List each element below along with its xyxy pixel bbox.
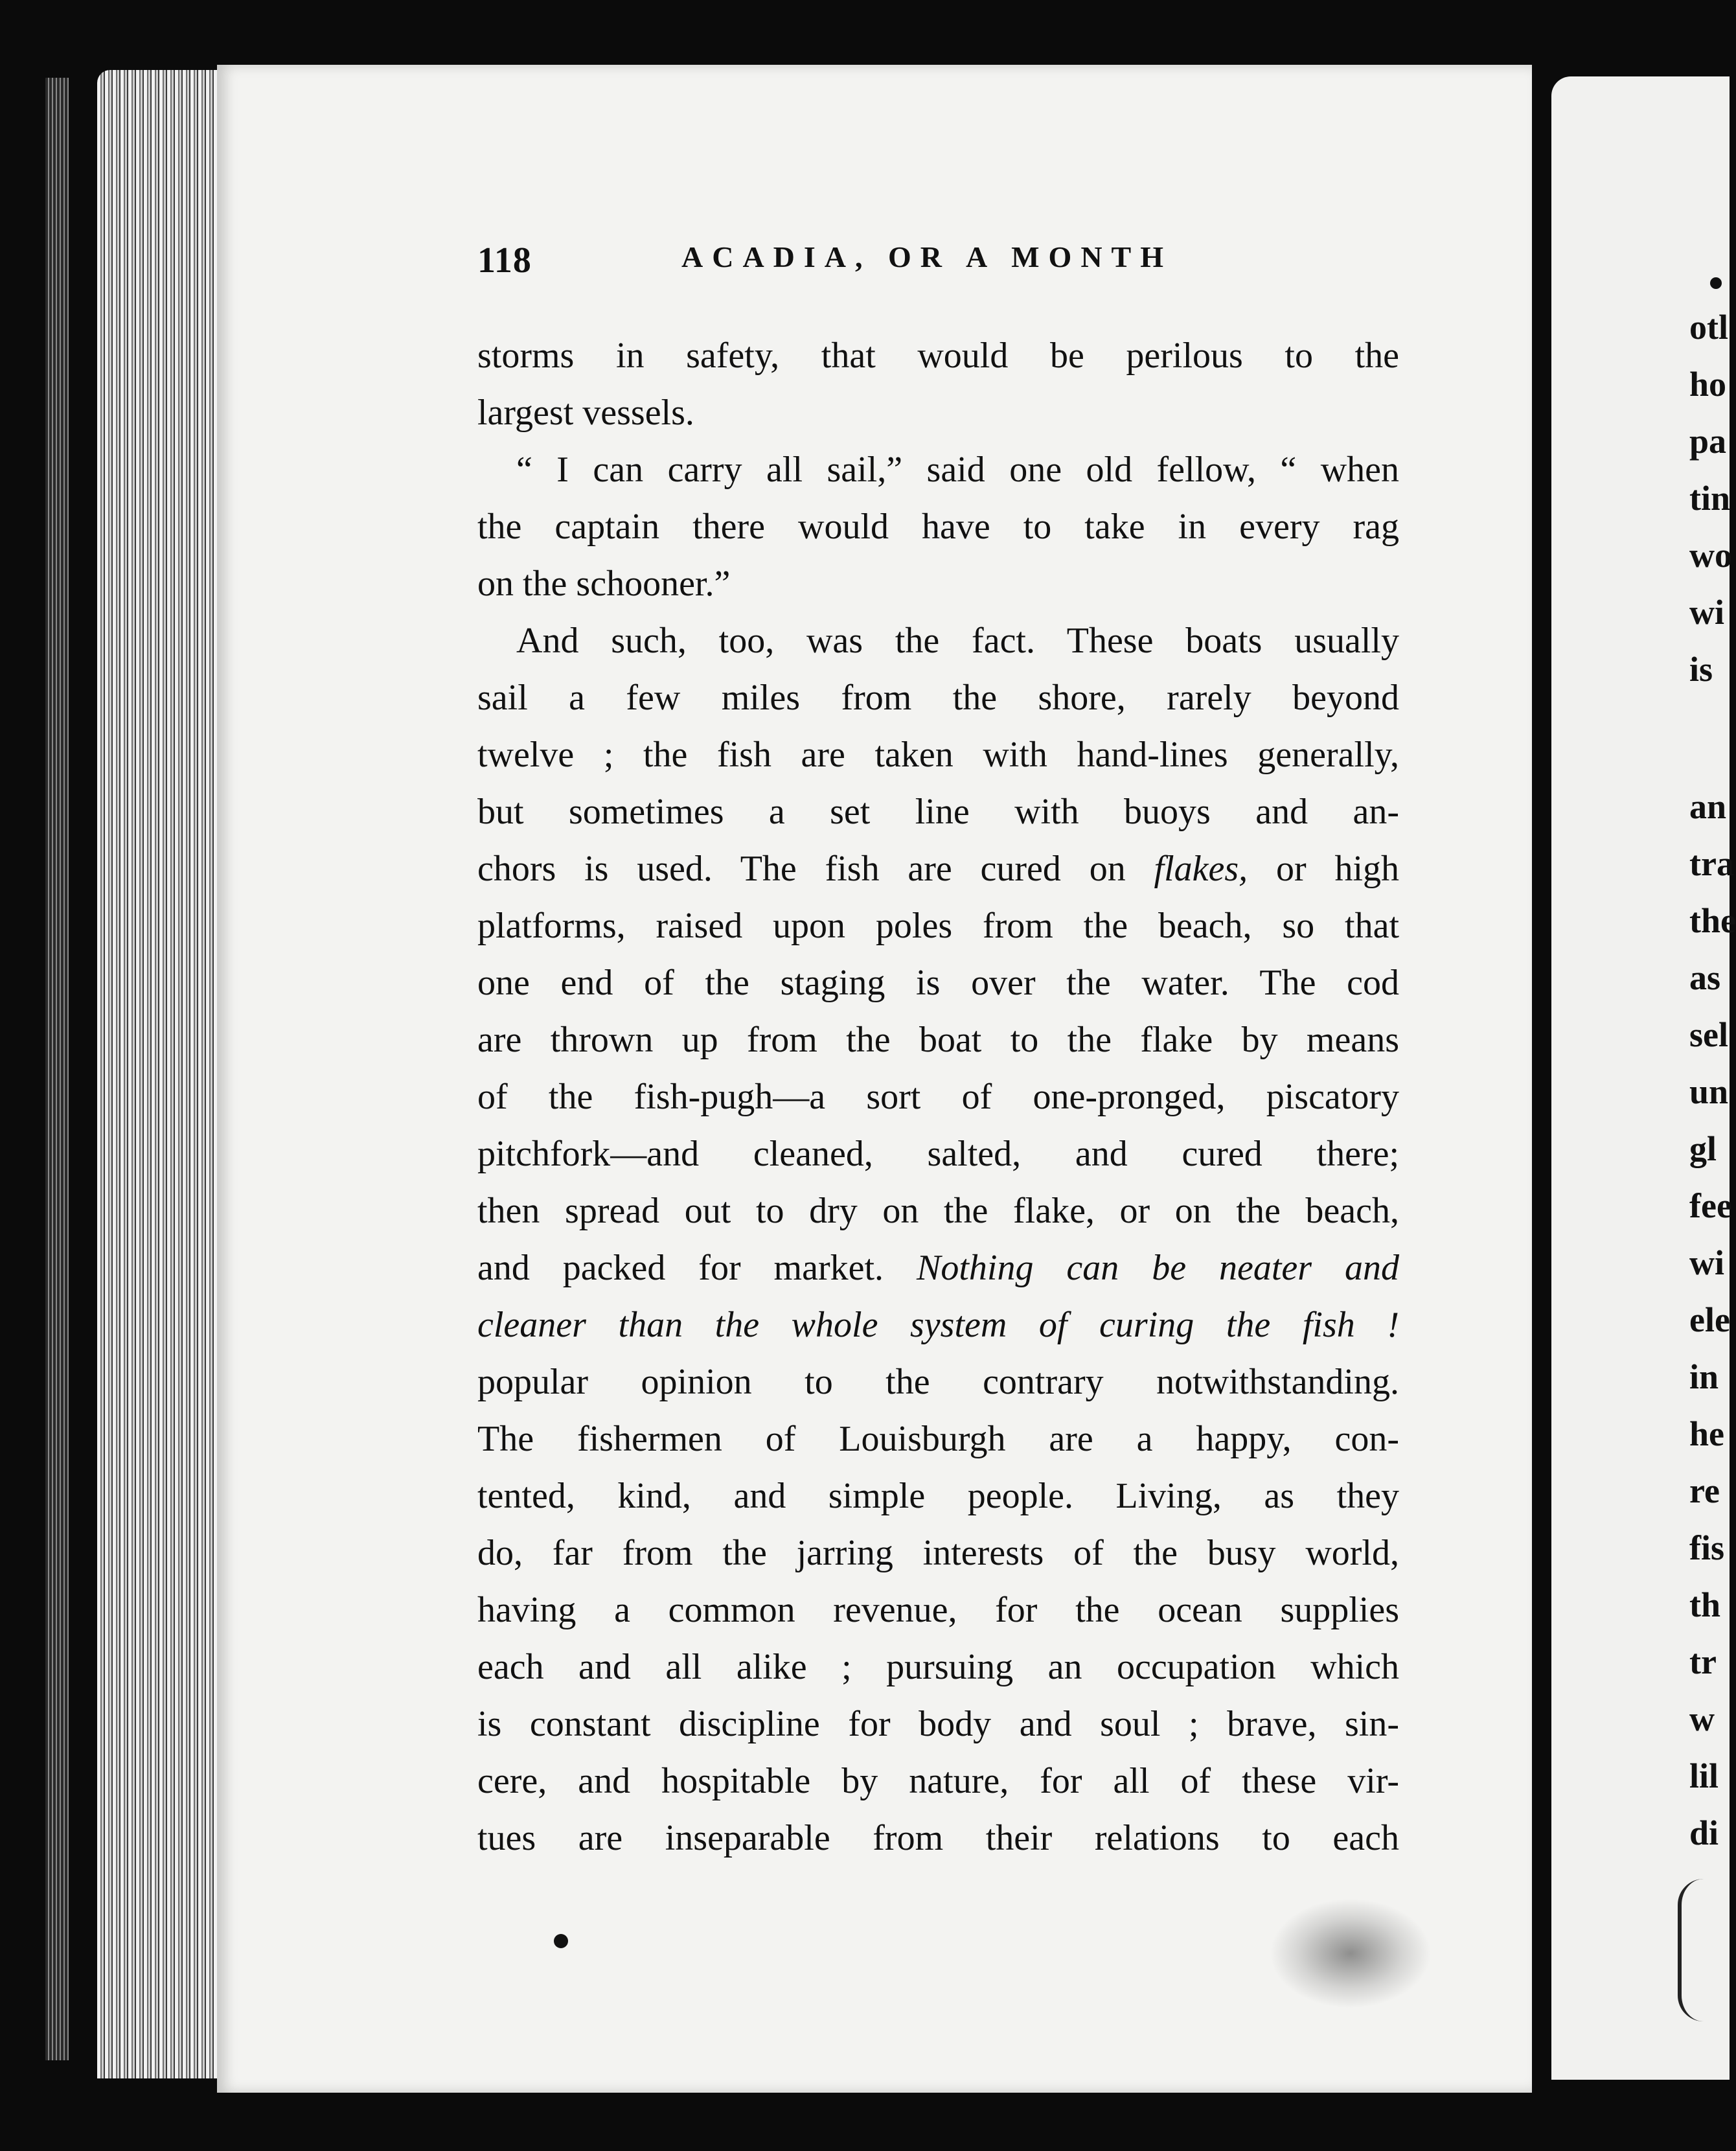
right-fragment: wi (1689, 593, 1724, 632)
right-fragment: fis (1689, 1528, 1724, 1567)
right-fragment: tra (1689, 844, 1734, 883)
text-line: cleaner than the whole system of curing the fish ! (477, 1305, 1399, 1345)
text-line: sail a few miles from the shore, rarely beyond (477, 678, 1399, 718)
text-line: “ I can carry all sail,” said one old fellow, “ when (516, 450, 1399, 490)
text-line: on the schooner.” (477, 564, 731, 604)
right-fragment: an (1689, 787, 1727, 826)
right-fragment: w (1689, 1699, 1715, 1738)
right-fragment: pa (1689, 422, 1727, 461)
text-line: cere, and hospitable by nature, for all of these vir- (477, 1761, 1399, 1801)
text-segment: and packed for market. (477, 1248, 884, 1288)
text-line: each and all alike ; pursuing an occupation which (477, 1647, 1399, 1687)
right-fragment: fee (1689, 1186, 1732, 1225)
right-fragment: he (1689, 1414, 1724, 1453)
text-line: pitchfork—and cleaned, salted, and cured there; (477, 1134, 1399, 1174)
right-fragment: in (1689, 1357, 1719, 1396)
text-line: having a common revenue, for the ocean supplies (477, 1590, 1399, 1630)
text-line: but sometimes a set line with buoys and an- (477, 792, 1399, 832)
text-line: is constant discipline for body and soul ; brave, sin- (477, 1704, 1399, 1744)
right-fragment: tr (1689, 1642, 1717, 1681)
right-fragment: ele (1689, 1300, 1730, 1339)
running-head: ACADIA, OR A MONTH (681, 240, 1173, 273)
page-number: 118 (477, 240, 532, 281)
right-fragment: otl (1689, 308, 1728, 347)
text-line: the captain there would have to take in every rag (477, 507, 1399, 547)
text-line: do, far from the jarring interests of the busy world, (477, 1533, 1399, 1573)
italic-word: flakes, (1154, 849, 1248, 889)
right-fragment: ho (1689, 365, 1727, 404)
right-fragment: re (1689, 1471, 1720, 1510)
ink-smudge (1270, 1898, 1432, 2008)
text-line: And such, too, was the fact. These boats usually (516, 621, 1399, 661)
italic-phrase: Nothing can be neater and (916, 1248, 1399, 1288)
text-segment: or high (1275, 849, 1399, 889)
page-edges-stack (97, 70, 227, 2078)
right-page-dot (1710, 277, 1722, 289)
body-text (477, 327, 1399, 1867)
text-line: tented, kind, and simple people. Living, as they (477, 1476, 1399, 1516)
right-fragment: di (1689, 1813, 1719, 1852)
right-fragment: lil (1689, 1756, 1719, 1795)
right-fragment: tin (1689, 479, 1731, 518)
text-line: twelve ; the fish are taken with hand-lines generally, (477, 735, 1399, 775)
right-fragment: gl (1689, 1129, 1717, 1168)
text-line: then spread out to dry on the flake, or on the beach, (477, 1191, 1399, 1231)
right-page-mark (1678, 1879, 1733, 2021)
text-line: one end of the staging is over the water. The cod (477, 963, 1399, 1003)
text-line: The fishermen of Louisburgh are a happy, con- (477, 1419, 1399, 1459)
text-line (477, 840, 1399, 897)
text-line: storms in safety, that would be perilous to the (477, 336, 1399, 376)
text-line: platforms, raised upon poles from the beach, so that (477, 906, 1399, 946)
book-outer-edge (45, 78, 69, 2060)
right-fragment: as (1689, 958, 1721, 997)
ink-dot (554, 1934, 568, 1948)
text-line (477, 1239, 1399, 1296)
text-line: tues are inseparable from their relations to each (477, 1818, 1399, 1858)
text-line: popular opinion to the contrary notwithstanding. (477, 1362, 1399, 1402)
right-fragment: sel (1689, 1015, 1728, 1054)
right-fragment: is (1689, 650, 1713, 689)
text-segment: chors is used. The fish are cured on (477, 849, 1126, 889)
right-fragment: the (1689, 901, 1736, 940)
text-line: of the fish-pugh—a sort of one-pronged, piscatory (477, 1077, 1399, 1117)
text-line: are thrown up from the boat to the flake by means (477, 1020, 1399, 1060)
right-fragment: un (1689, 1072, 1729, 1111)
text-line: largest vessels. (477, 393, 694, 433)
right-fragment: wi (1689, 1243, 1724, 1282)
right-fragment: wo (1689, 536, 1732, 575)
right-fragment: th (1689, 1585, 1721, 1624)
page-header (477, 240, 1399, 298)
